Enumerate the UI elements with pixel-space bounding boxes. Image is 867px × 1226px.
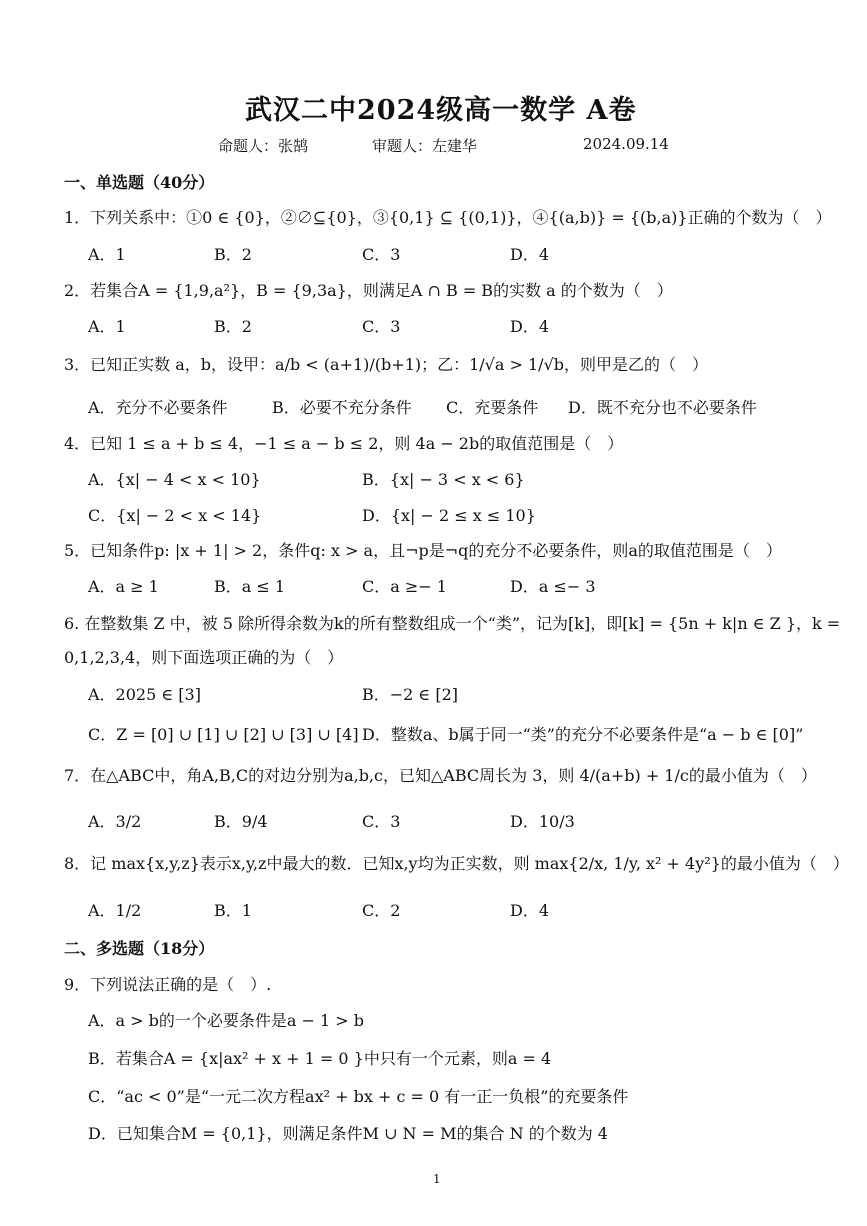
question-3-option-c: C．充要条件 <box>446 398 539 417</box>
author-line: 命题人：张鹄 <box>218 137 309 155</box>
question-6-option-c: C．Z = [0] ∪ [1] ∪ [2] ∪ [3] ∪ [4] <box>88 725 359 744</box>
question-9-option-b: B．若集合A = {x|ax² + x + 1 = 0 }中只有一个元素，则a = 4 <box>88 1049 552 1068</box>
question-6-option-a: A．2025 ∈ [3] <box>88 685 201 704</box>
question-6-stem-continued: 0,1,2,3,4，则下面选项正确的为（ ） <box>64 648 344 667</box>
reviewer-line: 审题人：左建华 <box>372 137 478 155</box>
question-8-option-c: C．2 <box>362 901 401 920</box>
section-heading-single-choice: 一、单选题（40分） <box>64 173 215 192</box>
question-2-option-d: D．4 <box>510 317 550 336</box>
question-1-option-b: B．2 <box>214 245 252 264</box>
question-4-option-d: D．{x| − 2 ≤ x ≤ 10} <box>362 506 536 525</box>
page-title: 武汉二中2024级高一数学 A卷 <box>245 95 637 126</box>
page-number: 1 <box>433 1172 441 1186</box>
question-1-option-c: C．3 <box>362 245 401 264</box>
question-9-option-d: D．已知集合M = {0,1}，则满足条件M ∪ N = M的集合 N 的个数为 4 <box>88 1124 608 1143</box>
question-3-stem: 3．已知正实数 a，b，设甲：a/b < (a+1)/(b+1)；乙：1/√a > 1/√b，则甲是乙的（ ） <box>64 355 709 374</box>
question-6-option-d: D．整数a、b属于同一“类”的充分不必要条件是“a − b ∈ [0]” <box>362 725 804 744</box>
question-8-option-a: A．1/2 <box>88 901 142 920</box>
question-5-option-d: D．a ≤− 3 <box>510 577 596 596</box>
question-4-option-a: A．{x| − 4 < x < 10} <box>88 470 261 489</box>
question-5-option-b: B．a ≤ 1 <box>214 577 286 596</box>
question-6-option-b: B．−2 ∈ [2] <box>362 685 459 704</box>
question-1-stem: 1．下列关系中：①0 ∈ {0}，②∅⊆{0}，③{0,1} ⊆ {(0,1)}，④{(a,b)} = {(b,a)}正确的个数为（ ） <box>64 208 832 227</box>
question-2-option-a: A．1 <box>88 317 126 336</box>
section-heading-multiple-choice: 二、多选题（18分） <box>64 939 215 958</box>
question-4-stem: 4．已知 1 ≤ a + b ≤ 4，−1 ≤ a − b ≤ 2，则 4a − 2b的取值范围是（ ） <box>64 434 624 453</box>
question-3-option-a: A．充分不必要条件 <box>88 398 228 417</box>
question-5-stem: 5．已知条件p: |x + 1| > 2，条件q: x > a，且¬p是¬q的充分不必要条件，则a的取值范围是（ ） <box>64 541 782 560</box>
question-2-option-c: C．3 <box>362 317 401 336</box>
question-3-option-d: D．既不充分也不必要条件 <box>568 398 757 417</box>
exam-date: 2024.09.14 <box>583 135 669 153</box>
question-1-option-a: A．1 <box>88 245 126 264</box>
question-6-stem: 6. 在整数集 Z 中，被 5 除所得余数为k的所有整数组成一个“类”，记为[k]，即[k] = {5n + k|n ∈ Z }，k = <box>64 614 841 633</box>
question-5-option-a: A．a ≥ 1 <box>88 577 159 596</box>
question-4-option-b: B．{x| − 3 < x < 6} <box>362 470 525 489</box>
question-5-option-c: C．a ≥− 1 <box>362 577 447 596</box>
question-3-option-b: B．必要不充分条件 <box>272 398 412 417</box>
question-9-option-c: C．“ac < 0”是“一元二次方程ax² + bx + c = 0 有一正一负根”的充要条件 <box>88 1087 629 1106</box>
question-9-option-a: A．a > b的一个必要条件是a − 1 > b <box>88 1011 365 1030</box>
question-9-stem: 9．下列说法正确的是（ ）. <box>64 975 272 994</box>
question-7-option-a: A．3/2 <box>88 812 142 831</box>
question-2-option-b: B．2 <box>214 317 252 336</box>
question-2-stem: 2．若集合A = {1,9,a²}，B = {9,3a}，则满足A ∩ B = B的实数 a 的个数为（ ） <box>64 281 673 300</box>
question-7-option-d: D．10/3 <box>510 812 575 831</box>
question-7-stem: 7．在△ABC中，角A,B,C的对边分别为a,b,c，已知△ABC周长为 3，则 4/(a+b) + 1/c的最小值为（ ） <box>64 766 817 785</box>
question-8-option-b: B．1 <box>214 901 252 920</box>
question-8-stem: 8．记 max{x,y,z}表示x,y,z中最大的数．已知x,y均为正实数，则 max{2/x, 1/y, x² + 4y²}的最小值为（ ） <box>64 854 849 873</box>
question-1-option-d: D．4 <box>510 245 550 264</box>
question-7-option-b: B．9/4 <box>214 812 268 831</box>
question-4-option-c: C．{x| − 2 < x < 14} <box>88 506 262 525</box>
question-7-option-c: C．3 <box>362 812 401 831</box>
question-8-option-d: D．4 <box>510 901 550 920</box>
